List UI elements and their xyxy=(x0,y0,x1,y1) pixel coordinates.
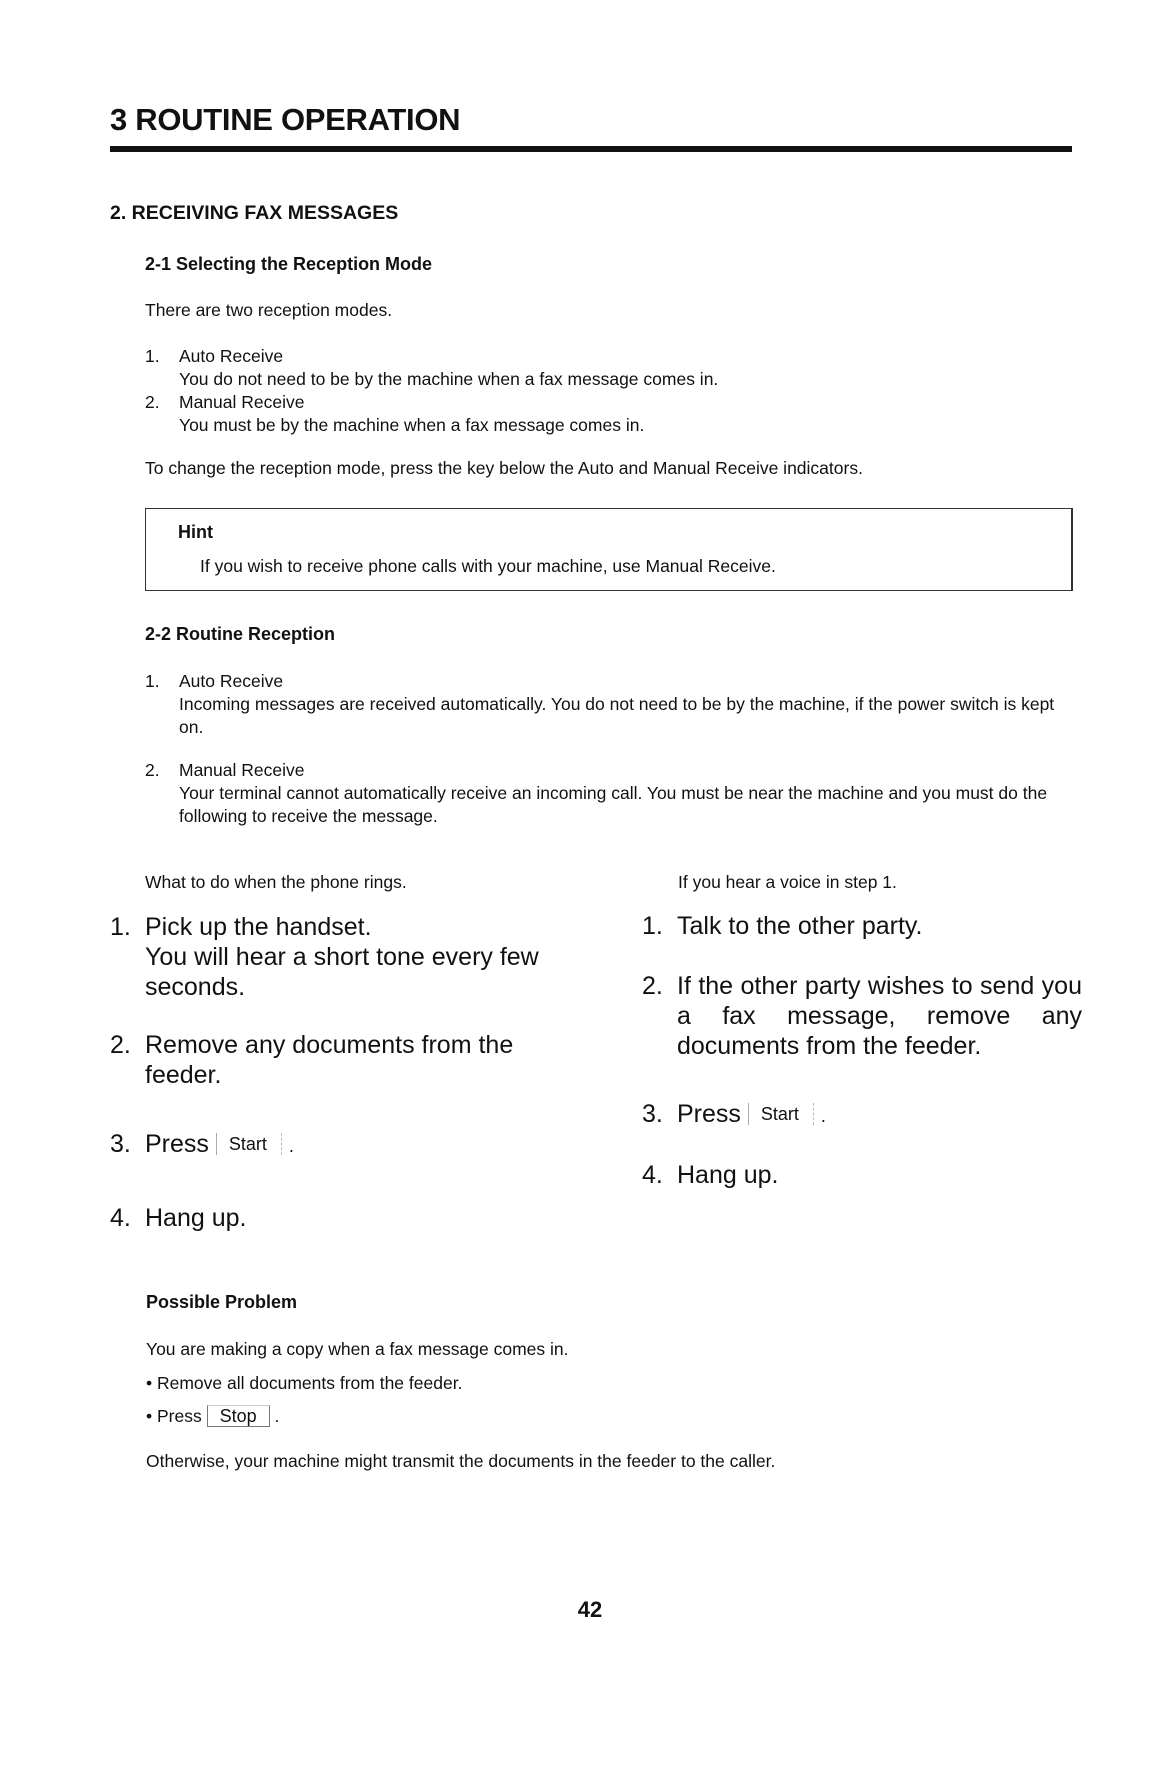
step-text: Remove any documents from the feeder. xyxy=(145,1031,514,1089)
list-item xyxy=(145,345,1075,368)
right-column-heading: If you hear a voice in step 1. xyxy=(678,872,897,892)
hint-box xyxy=(145,508,1073,591)
change-mode-text: To change the reception mode, press the key below the Auto and Manual Receive indicators. xyxy=(145,458,863,478)
step-period: . xyxy=(288,1136,294,1156)
routine-list-item-1 xyxy=(145,670,1075,739)
step-text: Press xyxy=(145,1130,209,1158)
list-item-title: Auto Receive xyxy=(179,671,284,691)
step-number: 3. xyxy=(110,1130,131,1158)
reception-intro: There are two reception modes. xyxy=(145,300,393,320)
list-item-title: Auto Receive xyxy=(179,346,284,366)
list-item-title: Manual Receive xyxy=(179,760,305,780)
stop-key: Stop xyxy=(207,1405,270,1427)
list-item-title: Manual Receive xyxy=(179,392,305,412)
step-number: 2. xyxy=(642,972,663,1000)
subsection-title-2-2: 2-2 Routine Reception xyxy=(145,624,336,644)
step-number: 1. xyxy=(642,912,663,940)
start-key: Start xyxy=(216,1133,282,1155)
list-number: 1. xyxy=(145,346,160,366)
list-number: 2. xyxy=(145,760,160,780)
left-column-heading: What to do when the phone rings. xyxy=(145,872,407,892)
bullet-period: . xyxy=(274,1406,280,1426)
possible-problem-title: Possible Problem xyxy=(146,1292,298,1312)
list-item-text: You must be by the machine when a fax message comes in. xyxy=(179,415,645,435)
mode-list xyxy=(145,345,1075,437)
chapter-rule xyxy=(110,146,1072,152)
step-text: If the other party wishes to send you a fax message, remove any documents from the feeder. xyxy=(677,972,1082,1060)
list-item-text: You do not need to be by the machine when a fax message comes in. xyxy=(179,369,719,389)
chapter-title: 3 ROUTINE OPERATION xyxy=(110,102,461,137)
list-number: 1. xyxy=(145,671,160,691)
right-step-1 xyxy=(642,911,1082,941)
hint-text: If you wish to receive phone calls with your machine, use Manual Receive. xyxy=(200,556,776,576)
subsection-title-2-1: 2-1 Selecting the Reception Mode xyxy=(145,254,433,274)
section-title: 2. RECEIVING FAX MESSAGES xyxy=(110,202,399,224)
problem-bullet-press xyxy=(146,1405,279,1428)
left-step-1 xyxy=(110,912,550,1002)
step-text: Hang up. xyxy=(677,1161,779,1189)
step-text: Talk to the other party. xyxy=(677,912,923,940)
page-number: 42 xyxy=(577,1597,603,1622)
step-number: 3. xyxy=(642,1100,663,1128)
list-item-text: Incoming messages are received automatically. You do not need to be by the machine, if the power switch is kept on. xyxy=(179,694,1055,737)
problem-bullet-remove: • Remove all documents from the feeder. xyxy=(146,1373,463,1393)
step-number: 2. xyxy=(110,1031,131,1059)
hint-title: Hint xyxy=(178,522,213,542)
left-step-3 xyxy=(110,1129,550,1161)
step-text: Hang up. xyxy=(145,1204,247,1232)
list-item xyxy=(145,391,1075,414)
right-step-4 xyxy=(642,1160,1082,1190)
list-number: 2. xyxy=(145,392,160,412)
problem-intro: You are making a copy when a fax message comes in. xyxy=(146,1339,569,1359)
step-continuation: You will hear a short tone every few seconds. xyxy=(145,943,539,1001)
right-step-2 xyxy=(642,971,1082,1061)
step-text: Press xyxy=(677,1100,741,1128)
step-number: 4. xyxy=(642,1161,663,1189)
left-step-4 xyxy=(110,1203,550,1233)
routine-list-item-2 xyxy=(145,759,1075,828)
step-period: . xyxy=(820,1106,826,1126)
step-number: 1. xyxy=(110,913,131,941)
step-number: 4. xyxy=(110,1204,131,1232)
left-step-2 xyxy=(110,1030,550,1090)
problem-outro: Otherwise, your machine might transmit the documents in the feeder to the caller. xyxy=(146,1451,776,1471)
bullet-text: • Press xyxy=(146,1406,202,1426)
list-item-text: Your terminal cannot automatically receive an incoming call. You must be near the machine and you must do the following to receive the message. xyxy=(179,783,1048,826)
right-step-3 xyxy=(642,1099,1082,1131)
step-text: Pick up the handset. xyxy=(145,913,372,941)
start-key: Start xyxy=(748,1103,814,1125)
